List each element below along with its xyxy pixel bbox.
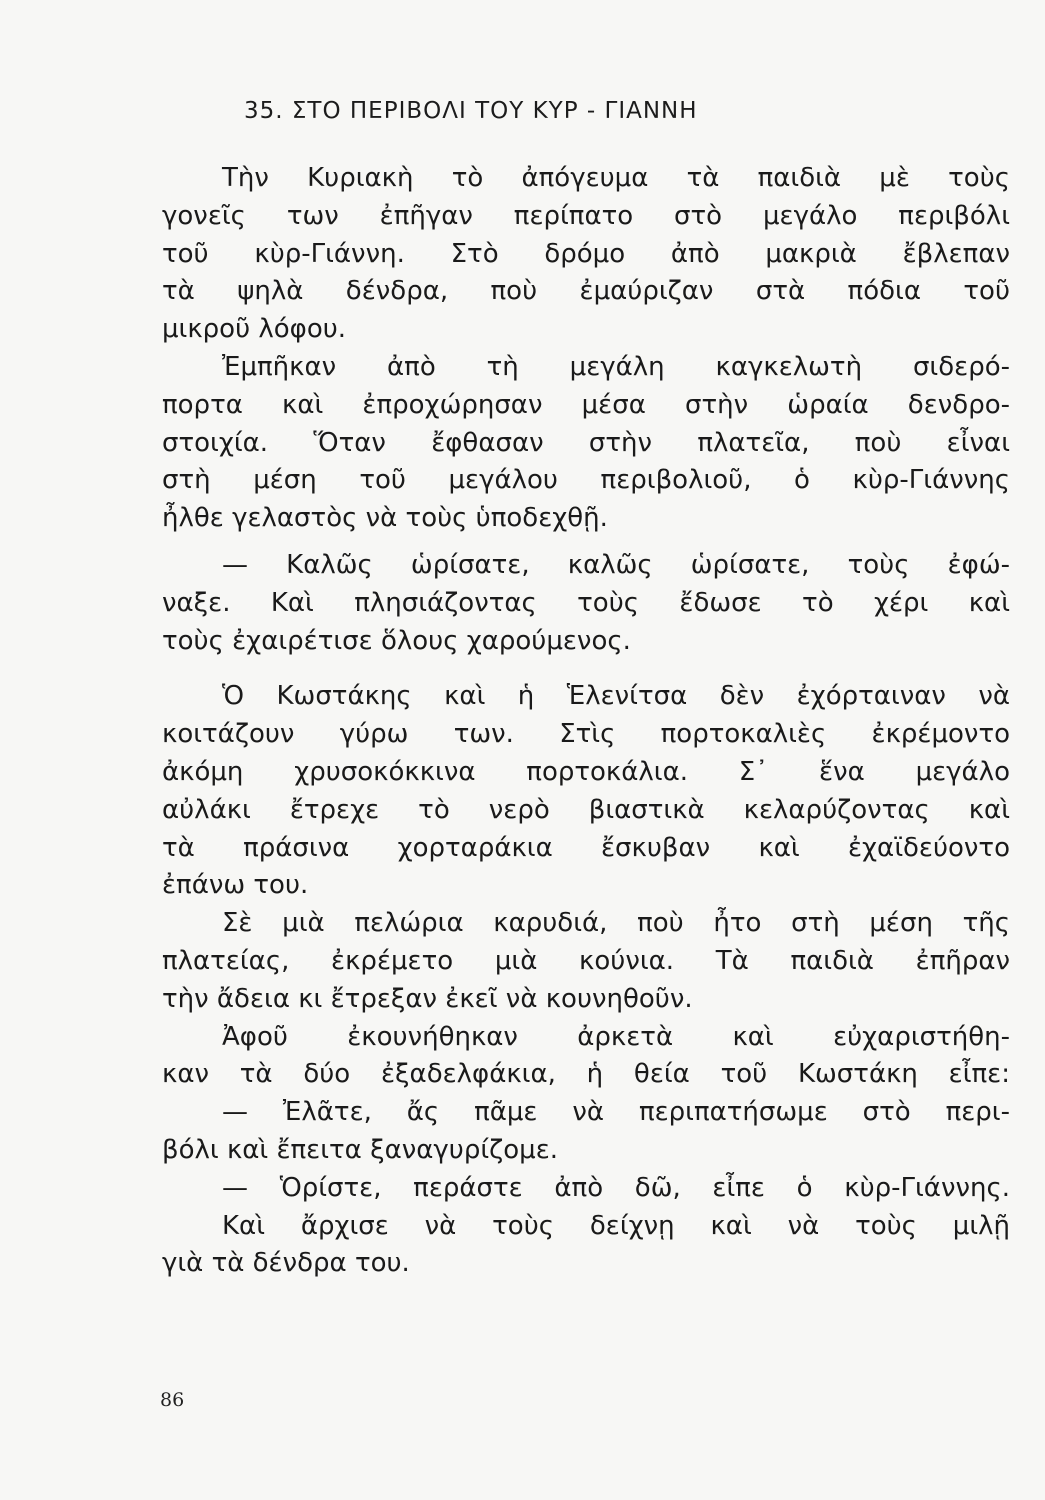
text-line: ἦλθε γελαστὸς νὰ τοὺς ὑποδεχθῇ.	[162, 503, 608, 534]
text-line: βόλι καὶ ἔπειτα ξαναγυρίζομε.	[162, 1134, 559, 1165]
text-line: τὴν ἄδεια κι ἔτρεξαν ἐκεῖ νὰ κουνηθοῦν.	[162, 983, 693, 1014]
text-line: πορτα καὶ ἐπροχώρησαν μέσα στὴν ὡραία δενδρο-	[162, 389, 1010, 420]
text-line: Ἀφοῦ ἐκουνήθηκαν ἀρκετὰ καὶ εὐχαριστήθη-	[222, 1021, 1010, 1052]
text-line: — Καλῶς ὡρίσατε, καλῶς ὡρίσατε, τοὺς ἐφώ-	[222, 549, 1010, 580]
text-line: Ἐμπῆκαν ἀπὸ τὴ μεγάλη καγκελωτὴ σιδερό-	[222, 351, 1010, 382]
text-line: μικροῦ λόφου.	[162, 314, 347, 345]
text-line: στοιχία. Ὅταν ἔφθασαν στὴν πλατεῖα, ποὺ εἶναι	[162, 427, 1010, 458]
text-line: τοῦ κὺρ-Γιάννη. Στὸ δρόμο ἀπὸ μακριὰ ἔβλεπαν	[162, 238, 1010, 269]
text-line: αὐλάκι ἔτρεχε τὸ νερὸ βιαστικὰ κελαρύζοντας καὶ	[162, 794, 1010, 825]
text-line: τὰ πράσινα χορταράκια ἔσκυβαν καὶ ἐχαϊδεύοντο	[162, 832, 1010, 863]
chapter-body	[162, 160, 1010, 1283]
text-line: τὰ ψηλὰ δένδρα, ποὺ ἐμαύριζαν στὰ πόδια τοῦ	[162, 276, 1010, 307]
text-line: ἀκόμη χρυσοκόκκινα πορτοκάλια. Σ᾿ ἕνα μεγάλο	[162, 756, 1010, 787]
text-line: πλατείας, ἐκρέμετο μιὰ κούνια. Τὰ παιδιὰ ἐπῆραν	[162, 945, 1010, 976]
page-number: 86	[160, 1389, 185, 1411]
text-line: Ὁ Κωστάκης καὶ ἡ Ἑλενίτσα δὲν ἐχόρταιναν νὰ	[222, 681, 1010, 712]
text-line: τοὺς ἐχαιρέτισε ὅλους χαρούμενος.	[162, 625, 631, 656]
paragraph-gap	[162, 669, 1010, 678]
text-line: ναξε. Καὶ πλησιάζοντας τοὺς ἔδωσε τὸ χέρι καὶ	[162, 587, 1010, 618]
text-line: — Ὁρίστε, περάστε ἀπὸ δῶ, εἶπε ὁ κὺρ-Γιάννης.	[222, 1172, 1010, 1203]
paragraph-gap	[162, 538, 1010, 547]
text-line: Καὶ ἄρχισε νὰ τοὺς δείχνῃ καὶ νὰ τοὺς μιλῇ	[222, 1210, 1010, 1241]
paragraph-gap	[162, 660, 1010, 669]
text-line: στὴ μέση τοῦ μεγάλου περιβολιοῦ, ὁ κὺρ-Γιάννης	[162, 465, 1010, 496]
text-line: καν τὰ δύο ἐξαδελφάκια, ἡ θεία τοῦ Κωστάκη εἶπε:	[162, 1059, 1010, 1090]
text-line: Σὲ μιὰ πελώρια καρυδιά, ποὺ ἦτο στὴ μέση τῆς	[222, 908, 1010, 939]
text-line: Τὴν Κυριακὴ τὸ ἀπόγευμα τὰ παιδιὰ μὲ τοὺς	[222, 163, 1010, 193]
text-line: ἐπάνω του.	[162, 870, 309, 901]
text-line: κοιτάζουν γύρω των. Στὶς πορτοκαλιὲς ἐκρέμοντο	[162, 719, 1010, 750]
chapter-title: 35. ΣΤΟ ΠΕΡΙΒΟΛΙ ΤΟΥ ΚΥΡ - ΓΙΑΝΝΗ	[244, 98, 698, 124]
text-line: γιὰ τὰ δένδρα του.	[162, 1248, 410, 1279]
text-line: — Ἐλᾶτε, ἄς πᾶμε νὰ περιπατήσωμε στὸ περι-	[222, 1097, 1010, 1128]
text-line: γονεῖς των ἐπῆγαν περίπατο στὸ μεγάλο περιβόλι	[162, 200, 1010, 231]
